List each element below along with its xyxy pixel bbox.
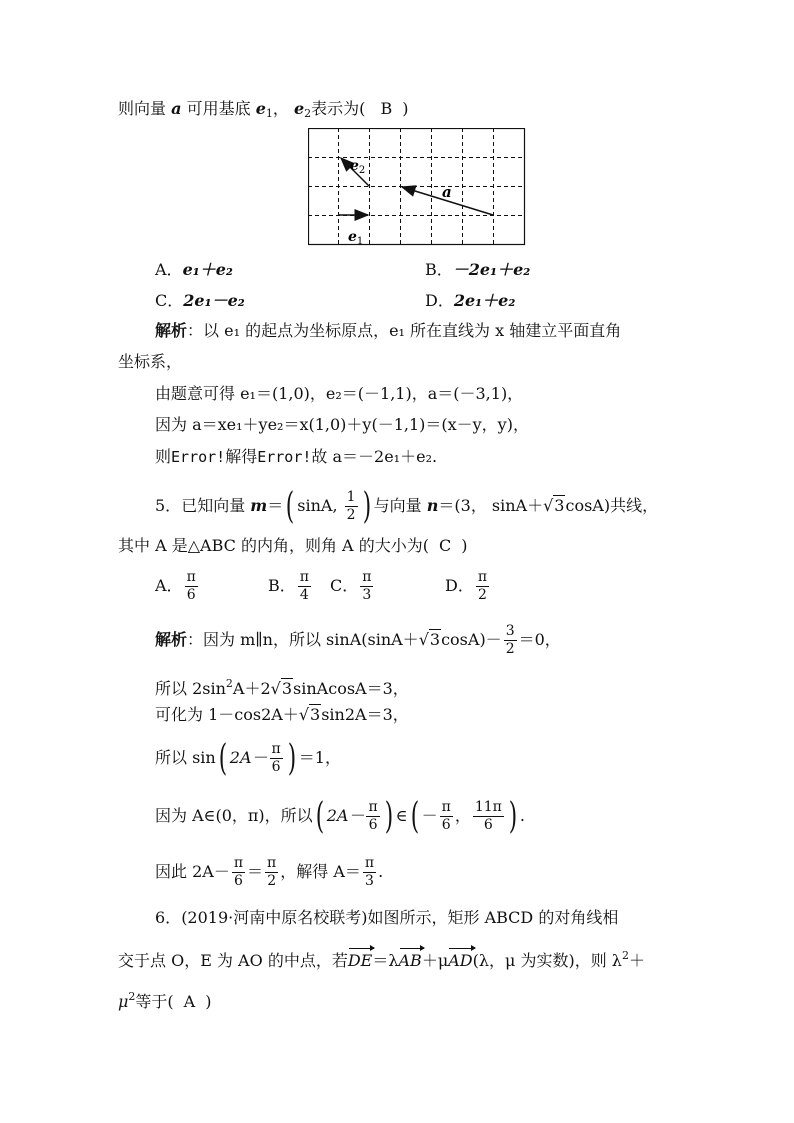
vector-DE: DE: [347, 951, 373, 970]
q5-option-c[interactable]: C． $\frac{\pi}{3}$: [330, 569, 372, 603]
q4-solution-line-2: 坐标系，: [118, 352, 183, 371]
q5-number: 5．: [155, 496, 182, 515]
q4-option-a[interactable]: A．e₁＋e₂: [155, 260, 233, 279]
q6-stem-line-2: 交于点 O，E 为 AO 的中点，若DE＝λAB＋μAD(λ，μ 为实数)，则 $\lambda^2+$: [118, 949, 645, 970]
label-e2: $e_2$: [350, 158, 366, 176]
q5-solution-line-6: 因此 2A－ $\frac{\pi}{6}$ ＝ $\frac{\pi}{2}$ ，解得 A＝ $\frac{\pi}{3}$ .: [155, 855, 384, 889]
q4-stem-text-2: 可用基底: [186, 99, 251, 118]
q4-grid-figure: [308, 128, 526, 246]
q4-answer: B: [380, 99, 393, 118]
fraction-one-half: $\frac{1}{2}$: [346, 489, 356, 523]
sqrt-3: √3: [543, 496, 565, 515]
q6-answer: A: [183, 992, 196, 1011]
q4-option-c[interactable]: C．2e₁－e₂: [155, 291, 245, 310]
q4-solution-line-3: 由题意可得 e₁＝(1,0)，e₂＝(－1,1)，a＝(－3,1)，: [155, 384, 524, 403]
q4-solution-line-1: 解析：以 e₁ 的起点为坐标原点，e₁ 所在直线为 x 轴建立平面直角: [155, 321, 622, 340]
q4-option-d[interactable]: D．2e₁＋e₂: [425, 291, 516, 310]
q4-stem-text-1: 则向量: [118, 99, 167, 118]
q4-stem-text-3: 表示为(: [311, 99, 366, 118]
error-placeholder-1: Error!: [171, 448, 226, 466]
q5-solution-line-2: 所以 $2\sin^2A+2√3sinAcosA=3$，: [155, 677, 409, 698]
label-a: a: [442, 183, 452, 201]
grid-lines: [308, 128, 525, 245]
q4-option-b[interactable]: B．－2e₁＋e₂: [425, 260, 531, 279]
q5-option-a[interactable]: A． $\frac{\pi}{6}$: [155, 569, 196, 603]
vector-AB: AB: [398, 951, 422, 970]
q4-solution-line-4: 因为 a＝xe₁＋ye₂＝x(1,0)＋y(－1,1)＝(x－y，y)，: [155, 415, 529, 434]
q5-option-d[interactable]: D． $\frac{\pi}{2}$: [445, 569, 488, 603]
q5-solution-line-5: 因为 A∈(0，π)，所以( 2A－ $\frac{\pi}{6}$ ) ∈( － $\frac{\pi}{6}$ ， $\frac{11\pi}{6}$ ) .: [155, 795, 525, 837]
q5-stem-line-2: 其中 A 是△ABC 的内角，则角 A 的大小为( C ): [118, 536, 468, 555]
q5-option-b[interactable]: B． $\frac{\pi}{4}$: [268, 569, 309, 603]
q5-solution-line-4: 所以 sin( 2A－ $\frac{\pi}{6}$ ) ＝1，: [155, 737, 341, 779]
q5-solution-line-3: 可化为 1－cos2A＋√3sin2A＝3，: [155, 705, 409, 724]
q5-stem-line-1: 5．已知向量 m＝( sinA, $\frac{1}{2}$ ) 与向量 n＝(3， sinA＋√3cosA)共线，: [155, 485, 659, 527]
q4-stem: 则向量 a 可用基底 $e_1$， $e_2$表示为( B ): [118, 99, 409, 120]
error-placeholder-2: Error!: [257, 448, 312, 466]
q4-solution-line-5: 则Error!解得Error!故 a＝－2e₁＋e₂.: [155, 447, 438, 466]
q5-solution-line-1: 解析：因为 m∥n，所以 sinA(sinA＋√3cosA)－ $\frac{3}{2}$ ＝0，: [155, 623, 561, 657]
q6-number: 6．: [155, 908, 182, 927]
solution-label: 解析: [155, 321, 188, 340]
q5-answer: C: [438, 536, 452, 555]
q4-vector-a: a: [171, 99, 182, 118]
q6-stem-line-3: $\mu^2$等于( A ): [118, 990, 212, 1011]
label-e1: $e_1$: [348, 229, 364, 246]
q6-stem-line-1: 6．(2019·河南中原名校联考)如图所示，矩形 ABCD 的对角线相: [155, 908, 619, 927]
vector-AD: AD: [448, 951, 473, 970]
